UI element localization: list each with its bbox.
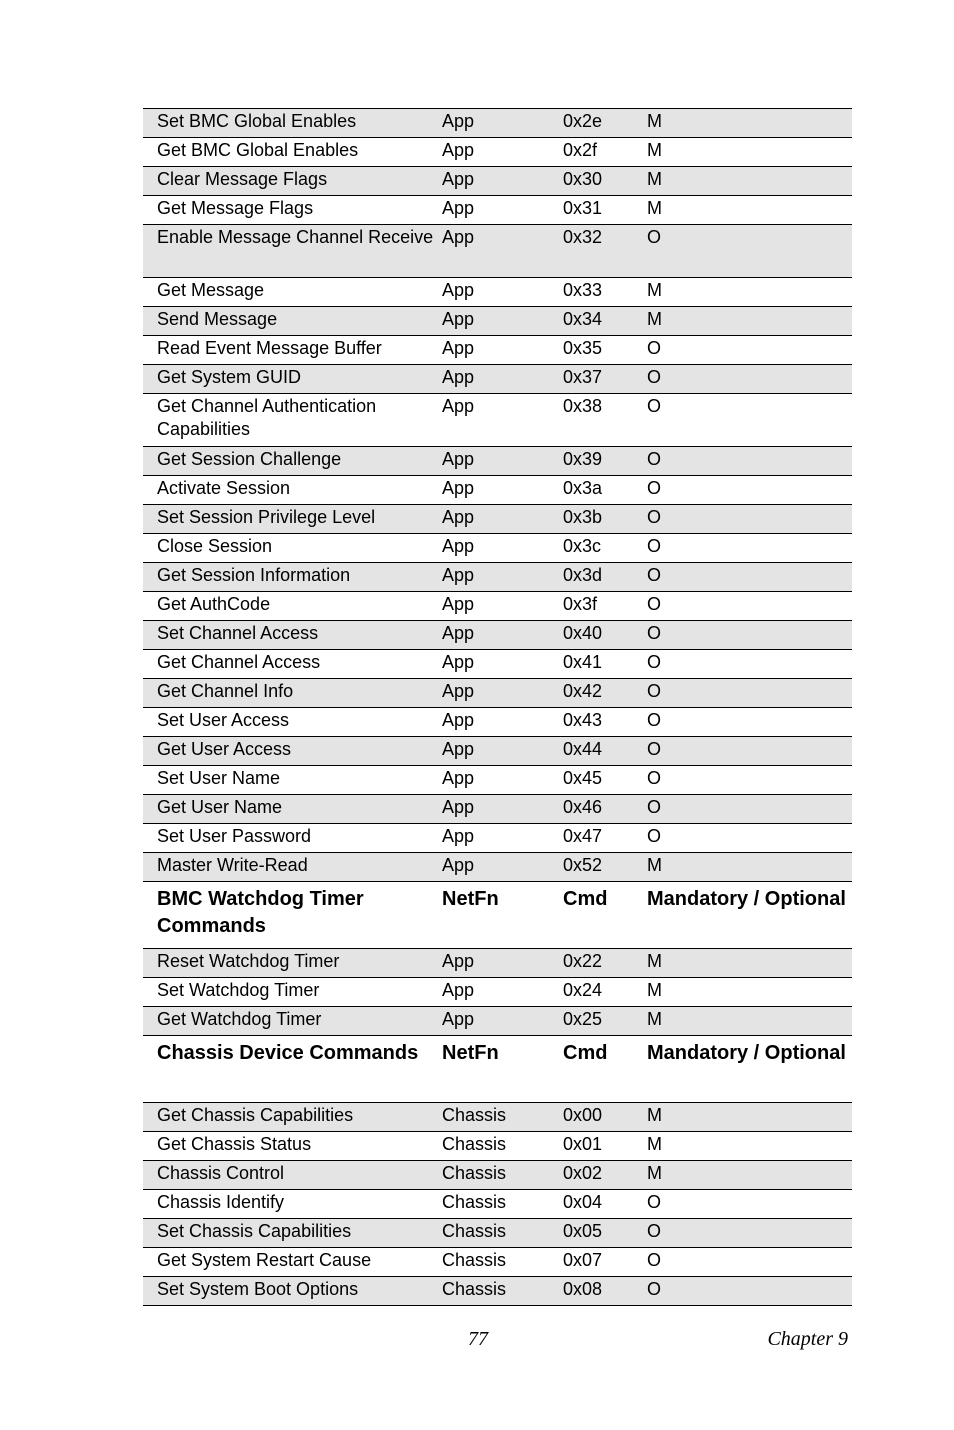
cmd-cell: 0x42: [563, 681, 603, 701]
cmd-cell: 0x39: [563, 449, 603, 469]
command-name-cell: Chassis Device Commands: [157, 1042, 419, 1064]
table-row: [143, 1190, 852, 1219]
netfn-cell: App: [442, 951, 475, 971]
command-name-cell: Get BMC Global Enables: [157, 140, 359, 160]
mandatory-optional-cell: M: [647, 140, 662, 160]
mandatory-optional-cell: O: [647, 1279, 662, 1299]
command-name-cell: Chassis Control: [157, 1163, 285, 1183]
netfn-cell: App: [442, 565, 475, 585]
table-row: [143, 795, 852, 824]
mandatory-optional-cell: O: [647, 338, 662, 358]
cmd-cell: 0x25: [563, 1009, 603, 1029]
cmd-cell: 0x35: [563, 338, 603, 358]
command-name-cell: Get Chassis Status: [157, 1134, 312, 1154]
command-name-cell: Get Message Flags: [157, 198, 314, 218]
command-name-cell: Set BMC Global Enables: [157, 111, 357, 131]
command-name-cell: Get Channel Access: [157, 652, 321, 672]
netfn-cell: App: [442, 449, 475, 469]
netfn-cell: Chassis: [442, 1192, 507, 1212]
netfn-cell: App: [442, 309, 475, 329]
mandatory-optional-cell: O: [647, 565, 662, 585]
command-name-cell: Close Session: [157, 536, 273, 556]
command-name-cell: Get Channel Info: [157, 681, 294, 701]
netfn-cell: App: [442, 855, 475, 875]
command-name-cell: Get User Access: [157, 739, 292, 759]
command-name-cell: Send Message: [157, 309, 278, 329]
command-name-cell: Master Write-Read: [157, 855, 308, 875]
mandatory-optional-cell: M: [647, 1105, 662, 1125]
mandatory-optional-cell: M: [647, 1163, 662, 1183]
table-row: [143, 196, 852, 225]
command-name-cell: Set Channel Access: [157, 623, 319, 643]
netfn-cell: App: [442, 396, 475, 416]
mandatory-optional-cell: O: [647, 478, 662, 498]
command-name-cell: Clear Message Flags: [157, 169, 328, 189]
table-row: [143, 447, 852, 476]
mandatory-optional-cell: M: [647, 198, 662, 218]
command-name-cell: Get Watchdog Timer: [157, 1009, 322, 1029]
netfn-cell: App: [442, 681, 475, 701]
command-name-cell: Get Session Information: [157, 565, 351, 585]
netfn-cell: NetFn: [442, 888, 499, 910]
netfn-cell: App: [442, 367, 475, 387]
section-header-row: [143, 1036, 852, 1103]
cmd-cell: 0x46: [563, 797, 603, 817]
page-number: 77: [468, 1328, 488, 1350]
netfn-cell: App: [442, 111, 475, 131]
cmd-cell: 0x33: [563, 280, 603, 300]
table-row: [143, 394, 852, 447]
cmd-cell: 0x2e: [563, 111, 603, 131]
ipmi-command-table: [143, 108, 852, 1306]
netfn-cell: App: [442, 594, 475, 614]
mandatory-optional-cell: M: [647, 980, 662, 1000]
command-name-cell: Get User Name: [157, 797, 283, 817]
cmd-cell: 0x40: [563, 623, 603, 643]
netfn-cell: Chassis: [442, 1163, 507, 1183]
chapter-label: Chapter 9: [767, 1328, 848, 1350]
command-name-cell: Get Session Challenge: [157, 449, 342, 469]
command-name-cell: Set User Access: [157, 710, 290, 730]
table-row: [143, 225, 852, 278]
table-row: [143, 1277, 852, 1306]
mandatory-optional-cell: M: [647, 169, 662, 189]
command-name-cell: Set Session Privilege Level: [157, 507, 376, 527]
mandatory-optional-cell: O: [647, 826, 662, 846]
table-row: [143, 1132, 852, 1161]
table-row: [143, 534, 852, 563]
netfn-cell: App: [442, 1009, 475, 1029]
table-row: [143, 109, 852, 138]
command-name-cell: Set User Password: [157, 826, 312, 846]
netfn-cell: NetFn: [442, 1042, 499, 1064]
cmd-cell: 0x3f: [563, 594, 598, 614]
netfn-cell: App: [442, 280, 475, 300]
mandatory-optional-cell: O: [647, 367, 662, 387]
command-name-cell: Set Chassis Capabilities: [157, 1221, 352, 1241]
mandatory-optional-cell: M: [647, 1009, 662, 1029]
table-row: [143, 708, 852, 737]
netfn-cell: App: [442, 198, 475, 218]
netfn-cell: App: [442, 507, 475, 527]
table-row: [143, 476, 852, 505]
mandatory-optional-cell: M: [647, 280, 662, 300]
cmd-cell: 0x22: [563, 951, 603, 971]
mandatory-optional-cell: M: [647, 855, 662, 875]
cmd-cell: 0x2f: [563, 140, 598, 160]
command-name-cell: Get AuthCode: [157, 594, 271, 614]
table-row: [143, 307, 852, 336]
netfn-cell: App: [442, 140, 475, 160]
cmd-cell: 0x3d: [563, 565, 603, 585]
netfn-cell: Chassis: [442, 1105, 507, 1125]
command-name-cell: Get System Restart Cause: [157, 1250, 372, 1270]
table-row: [143, 766, 852, 795]
table-row: [143, 1248, 852, 1277]
netfn-cell: Chassis: [442, 1221, 507, 1241]
command-name-cell: Set System Boot Options: [157, 1279, 359, 1299]
mandatory-optional-cell: Mandatory / Optional: [647, 888, 846, 910]
table-row: [143, 1007, 852, 1036]
table-row: [143, 824, 852, 853]
netfn-cell: Chassis: [442, 1250, 507, 1270]
table-row: [143, 505, 852, 534]
netfn-cell: App: [442, 338, 475, 358]
mandatory-optional-cell: O: [647, 739, 662, 759]
mandatory-optional-cell: O: [647, 652, 662, 672]
table-row: [143, 1103, 852, 1132]
netfn-cell: Chassis: [442, 1134, 507, 1154]
mandatory-optional-cell: O: [647, 536, 662, 556]
netfn-cell: App: [442, 227, 475, 247]
mandatory-optional-cell: M: [647, 111, 662, 131]
table-row: [143, 679, 852, 708]
cmd-cell: 0x00: [563, 1105, 603, 1125]
cmd-cell: 0x02: [563, 1163, 603, 1183]
table-row: [143, 949, 852, 978]
command-name-cell: Get Channel Authentication Capabilities: [157, 396, 377, 439]
cmd-cell: 0x43: [563, 710, 603, 730]
cmd-cell: 0x30: [563, 169, 603, 189]
mandatory-optional-cell: O: [647, 797, 662, 817]
command-name-cell: Get Message: [157, 280, 265, 300]
table-row: [143, 737, 852, 766]
mandatory-optional-cell: O: [647, 449, 662, 469]
table-row: [143, 650, 852, 679]
table-row: [143, 978, 852, 1007]
netfn-cell: App: [442, 169, 475, 189]
cmd-cell: 0x07: [563, 1250, 603, 1270]
table-row: [143, 592, 852, 621]
cmd-cell: 0x08: [563, 1279, 603, 1299]
command-name-cell: Set Watchdog Timer: [157, 980, 320, 1000]
mandatory-optional-cell: M: [647, 1134, 662, 1154]
mandatory-optional-cell: O: [647, 768, 662, 788]
mandatory-optional-cell: O: [647, 227, 662, 247]
mandatory-optional-cell: M: [647, 309, 662, 329]
netfn-cell: App: [442, 980, 475, 1000]
command-name-cell: Get System GUID: [157, 367, 302, 387]
cmd-cell: 0x24: [563, 980, 603, 1000]
mandatory-optional-cell: O: [647, 710, 662, 730]
command-name-cell: Get Chassis Capabilities: [157, 1105, 354, 1125]
cmd-cell: 0x3b: [563, 507, 603, 527]
cmd-cell: Cmd: [563, 888, 608, 910]
cmd-cell: 0x44: [563, 739, 603, 759]
table-row: [143, 1219, 852, 1248]
cmd-cell: Cmd: [563, 1042, 608, 1064]
cmd-cell: 0x47: [563, 826, 603, 846]
netfn-cell: App: [442, 797, 475, 817]
mandatory-optional-cell: O: [647, 1192, 662, 1212]
cmd-cell: 0x32: [563, 227, 603, 247]
command-name-cell: Chassis Identify: [157, 1192, 285, 1212]
section-header-row: [143, 882, 852, 949]
netfn-cell: App: [442, 652, 475, 672]
command-name-cell: Read Event Message Buffer: [157, 338, 382, 358]
table-row: [143, 1161, 852, 1190]
cmd-cell: 0x3c: [563, 536, 602, 556]
cmd-cell: 0x37: [563, 367, 603, 387]
netfn-cell: App: [442, 768, 475, 788]
cmd-cell: 0x45: [563, 768, 603, 788]
cmd-cell: 0x3a: [563, 478, 603, 498]
mandatory-optional-cell: O: [647, 507, 662, 527]
netfn-cell: App: [442, 826, 475, 846]
cmd-cell: 0x34: [563, 309, 603, 329]
table-row: [143, 853, 852, 882]
cmd-cell: 0x04: [563, 1192, 603, 1212]
mandatory-optional-cell: O: [647, 681, 662, 701]
mandatory-optional-cell: O: [647, 1221, 662, 1241]
mandatory-optional-cell: O: [647, 623, 662, 643]
table-row: [143, 563, 852, 592]
cmd-cell: 0x38: [563, 396, 603, 416]
netfn-cell: App: [442, 739, 475, 759]
table-row: [143, 138, 852, 167]
table-row: [143, 365, 852, 394]
table-row: [143, 621, 852, 650]
table-row: [143, 167, 852, 196]
table-row: [143, 336, 852, 365]
cmd-cell: 0x05: [563, 1221, 603, 1241]
netfn-cell: Chassis: [442, 1279, 507, 1299]
mandatory-optional-cell: M: [647, 951, 662, 971]
command-name-cell: Activate Session: [157, 478, 291, 498]
table-row: [143, 278, 852, 307]
cmd-cell: 0x41: [563, 652, 603, 672]
mandatory-optional-cell: O: [647, 1250, 662, 1270]
netfn-cell: App: [442, 536, 475, 556]
command-name-cell: Enable Message Channel Receive: [157, 227, 434, 247]
command-name-cell: Reset Watchdog Timer: [157, 951, 340, 971]
cmd-cell: 0x52: [563, 855, 603, 875]
netfn-cell: App: [442, 710, 475, 730]
mandatory-optional-cell: O: [647, 396, 662, 416]
cmd-cell: 0x31: [563, 198, 603, 218]
command-name-cell: Set User Name: [157, 768, 281, 788]
netfn-cell: App: [442, 478, 475, 498]
mandatory-optional-cell: Mandatory / Optional: [647, 1042, 846, 1064]
netfn-cell: App: [442, 623, 475, 643]
cmd-cell: 0x01: [563, 1134, 603, 1154]
mandatory-optional-cell: O: [647, 594, 662, 614]
command-name-cell: BMC Watchdog Timer Commands: [157, 888, 364, 937]
